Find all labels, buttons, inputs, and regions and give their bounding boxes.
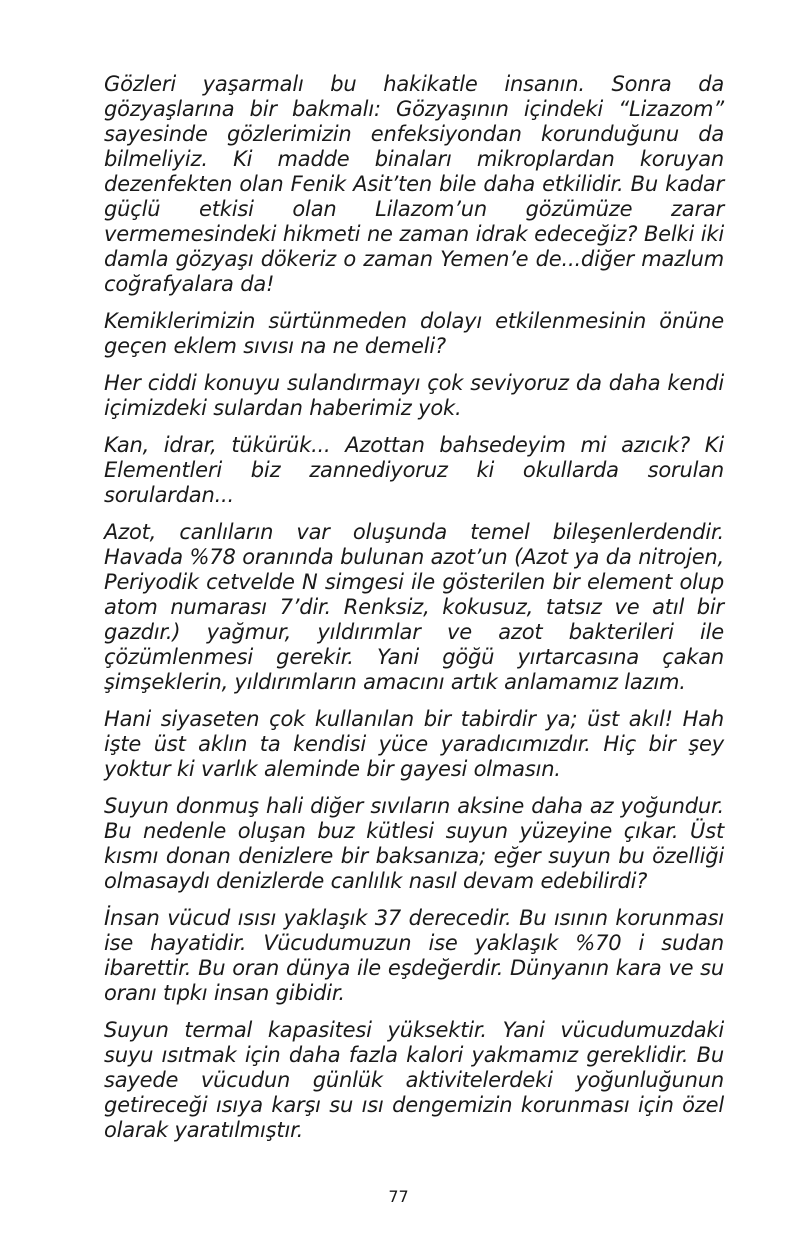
paragraph-tears: Gözleri yaşarmalı bu hakikatle insanın. Sonra da gözyaşlarına bir bakmalı: Gözyaşının içindeki “Lizazom” sayesinde gözlerimizin enfeksiyondan korunduğunu da bilmeliyiz. Ki madde binaları mikroplardan koruyan dezenfekten olan Fenik Asit’ten bile daha etkilidir. Bu kadar güçlü etkisi olan Lilazom’un gözümüze zarar vermemesindeki hikmeti ne zaman idrak edeceğiz? Belki iki damla gözyaşı dökeriz o zaman Yemen’e de...diğer mazlum coğrafyalara da! <box>104 72 724 296</box>
paragraph-inner-waters: Her ciddi konuyu sulandırmayı çok seviyoruz da daha kendi içimizdeki sulardan haberimiz yok. <box>104 371 724 420</box>
page-number: 77 <box>388 1187 409 1206</box>
paragraph-higher-mind: Hani siyaseten çok kullanılan bir tabirdir ya; üst akıl! Hah işte üst aklın ta kendisi yüce yaradıcımızdır. Hiç bir şey yoktur ki varlık aleminde bir gayesi olmasın. <box>104 707 724 781</box>
paragraph-body-temperature: İnsan vücud ısısı yaklaşık 37 derecedir. Bu ısının korunması ise hayatidir. Vücudumuzun ise yaklaşık %70 i sudan ibarettir. Bu oran dünya ile eşdeğerdir. Dünyanın kara ve su oranı tıpkı insan gibidir. <box>104 906 724 1005</box>
paragraph-blood-urine-saliva: Kan, idrar, tükürük... Azottan bahsedeyim mi azıcık? Ki Elementleri biz zannediyoruz ki okullarda sorulan sorulardan... <box>104 433 724 507</box>
paragraph-nitrogen: Azot, canlıların var oluşunda temel bileşenlerdendir. Havada %78 oranında bulunan azot’un (Azot ya da nitrojen, Periyodik cetvelde N simgesi ile gösterilen bir element olup atom numarası 7’dir. Renksiz, kokusuz, tatsız ve atıl bir gazdır.) yağmur, yıldırımlar ve azot bakterileri ile çözümlenmesi gerekir. Yani göğü yırtarcasına çakan şimşeklerin, yıldırımların amacını artık anlamamız lazım. <box>104 520 724 694</box>
paragraph-frozen-water: Suyun donmuş hali diğer sıvıların aksine daha az yoğundur. Bu nedenle oluşan buz kütlesi suyun yüzeyine çıkar. Üst kısmı donan denizlere bir baksanıza; eğer suyun bu özelliği olmasaydı denizlerde canlılık nasıl devam edebilirdi? <box>104 794 724 893</box>
body-text <box>104 72 724 1155</box>
paragraph-joint-fluid: Kemiklerimizin sürtünmeden dolayı etkilenmesinin önüne geçen eklem sıvısı na ne demeli? <box>104 309 724 358</box>
paragraph-thermal-capacity: Suyun termal kapasitesi yüksektir. Yani vücudumuzdaki suyu ısıtmak için daha fazla kalori yakmamız gereklidir. Bu sayede vücudun günlük aktivitelerdeki yoğunluğunun getireceği ısıya karşı su ısı dengemizin korunması için özel olarak yaratılmıştır. <box>104 1018 724 1142</box>
